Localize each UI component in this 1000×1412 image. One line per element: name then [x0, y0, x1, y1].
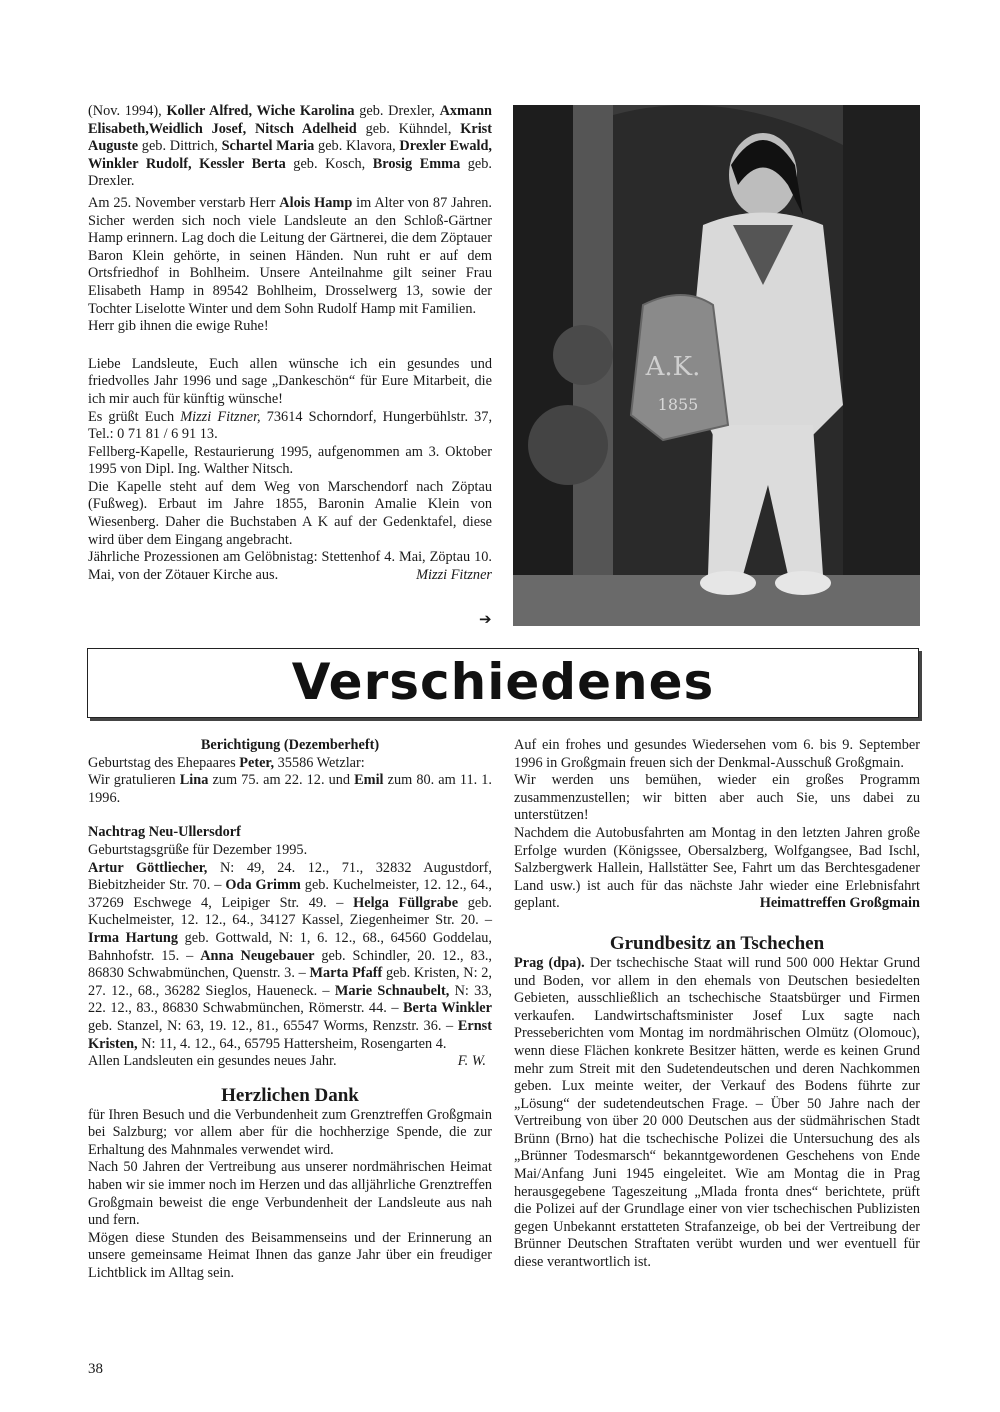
name: Alois Hamp: [279, 194, 353, 211]
text: geb. Kuchelmeister, 12. 12., 64., 34127 Kassel, Ziegenheimer Str. 20. –: [88, 894, 492, 929]
paragraph-peter: [88, 755, 492, 773]
paragraph-grundbesitz: [514, 955, 920, 1272]
text: Geburtstag des Ehepaares: [88, 754, 240, 771]
paragraph-geburtstagsgruesse: Geburtstagsgrüße für Dezember 1995.: [88, 841, 308, 858]
name: Anna Neugebauer: [200, 947, 315, 964]
paragraph-hamp: [88, 195, 492, 318]
heading-text: Nachtrag Neu-Ullersdorf: [88, 824, 241, 841]
name: Berta Winkler: [403, 1000, 493, 1017]
text: geb. Klavora,: [314, 138, 400, 155]
name: Mizzi Fitzner,: [180, 408, 261, 425]
heading-berichtigung: Berichtigung (Dezemberheft): [200, 737, 380, 753]
paragraph-chapel: Die Kapelle steht auf dem Weg von Marschendorf nach Zöptau (Fußweg). Erbaut im Jahre 1855, Baronin Amalie Klein von Wiesenberg. Daher die Buchstaben A K auf der Gedenktafel, diese wird über dem Eingang angebracht.: [88, 478, 492, 548]
text: geb. Drexler,: [354, 103, 440, 119]
plaque-letters: A.K.: [645, 352, 701, 382]
paragraph-fitzner-address: [88, 409, 492, 444]
top-text-column: [88, 103, 492, 584]
text: 35586 Wetzlar:: [274, 754, 365, 771]
name: Koller Alfred, Wiche Karolina: [166, 103, 355, 119]
section-title: Verschiedenes: [291, 653, 715, 711]
name: Drexler Ewald, Winkler Rudolf, Kessler Berta: [88, 138, 492, 172]
text: geb. Kristen, N: 2, 27. 12., 68., 36282 Sieglos, Haueneck. –: [88, 965, 492, 999]
signature-fitzner: Mizzi Fitzner: [416, 566, 492, 583]
paragraph-birthday-list: [88, 860, 492, 1054]
heading-nachtrag: [88, 824, 492, 842]
text: N: 33, 22. 12., 83., 86830 Schwabmünchen, Römerstr. 44. –: [88, 982, 492, 1017]
photo-illustration: [513, 105, 920, 626]
text: Es grüßt Euch: [88, 408, 181, 425]
signature-fw: F. W.: [457, 1053, 486, 1070]
text: N: 11, 4. 12., 64., 65795 Hattersheim, Rosengarten 4.: [137, 1035, 447, 1052]
name: Ernst Kristen,: [88, 1017, 492, 1052]
paragraph-dank-2: Nach 50 Jahren der Vertreibung aus unserer nordmährischen Heimat haben wir sie immer noch im Herzen und das alljährliche Grenztreffen Großgmain beweist die enge Verbundenheit der Landsleute aus nah und fern.: [88, 1159, 492, 1229]
text: N: 49, 24. 12., 71., 32832 Augustdorf, Biebitzheider Str. 70. –: [88, 859, 493, 894]
name: Irma Hartung: [88, 929, 179, 946]
name: Brosig Emma: [372, 155, 461, 172]
text: Nachdem die Autobusfahrten am Montag in den letzten Jahren große Erfolge wurden (Königssee, Obersalzberg, Wolfgangsee, Bad Ischl, Salzbergwerk Hallein, Hallstätter See, Fahrt um das Berchtesgadener Land usw.) ist auch für das nächste Jahr wieder eine Erlebnisfahrt geplant.: [514, 824, 920, 912]
paragraph-prayer: Herr gib ihnen die ewige Ruhe!: [88, 318, 269, 335]
name: Lina: [179, 772, 209, 789]
page-number: 38: [88, 1361, 103, 1377]
text: geb. Gottwald, N: 1, 6. 12., 68., 64560 Goddelau, Bahnhofstr. 15. –: [88, 929, 493, 964]
right-column: [514, 737, 920, 1272]
heading-herzlichen-dank: Herzlichen Dank: [221, 1084, 359, 1106]
text: im Alter von 87 Jahren. Sicher werden sich noch viele Landsleute an den Schloß-Gärtner Hamp erinnern. Lag doch die Leitung der Gärtnerei, die dem Zöptauer Baron Klein gehörte, in seinen Händen. Nun ruht er auf dem Ortsfriedhof in Bohlheim. Unsere Anteilnahme gilt seiner Frau Elisabeth Hamp in 89542 Bohlheim, Drosselwerg 13, sowie der Tochter Liselotte Winter und dem Sohn Rudolf Hamp mit Familien.: [88, 194, 492, 317]
text: geb. Stanzel, N: 63, 19. 12., 81., 65547 Worms, Renzstr. 36. –: [88, 1017, 458, 1034]
paragraph-greeting: Liebe Landsleute, Euch allen wünsche ich ein gesundes und friedvolles Jahr 1996 und sage „Dankeschön“ für Eure Mitarbeit, die ich mir auch für künftig wünsche!: [88, 355, 492, 407]
paragraph-photo-caption: Fellberg-Kapelle, Restaurierung 1995, aufgenommen am 3. Oktober 1995 von Dipl. Ing. Walther Nitsch.: [88, 443, 492, 478]
name: Schartel Maria: [221, 138, 315, 155]
text: geb. Dittrich,: [138, 138, 222, 155]
name: Helga Füllgrabe: [353, 894, 459, 911]
paragraph-wiedersehen: Auf ein frohes und gesundes Wiedersehen vom 6. bis 9. September 1996 in Großgmain freuen sich der Denkmal-Ausschuß Großgmain.: [514, 737, 920, 771]
name: Marie Schnaubelt,: [334, 982, 450, 999]
name: Marta Pfaff: [309, 965, 383, 982]
text: geb. Kosch,: [285, 155, 373, 172]
paragraph-dank-1: für Ihren Besuch und die Verbundenheit zum Grenztreffen Großgmain bei Salzburg; vor allem aber für die hochherzige Spende, die zur Erhaltung des Mahnmales verwendet wird.: [88, 1106, 492, 1158]
left-column: [88, 737, 492, 1283]
heading-grundbesitz: Grundbesitz an Tschechen: [609, 932, 825, 954]
section-banner: [87, 648, 919, 718]
text: zum 80. am 11. 1. 1996.: [88, 772, 492, 806]
paragraph-programm: Wir werden uns bemühen, wieder ein großes Programm zusammenzustellen; wir bitten aber auch Sie, uns dabei zu unterstützen!: [514, 772, 920, 824]
name: Oda Grimm: [225, 877, 301, 894]
plaque-year: 1855: [657, 395, 699, 414]
name: Axmann Elisabeth,Weidlich Josef, Nitsch Adelheid: [88, 103, 492, 137]
signature-heimattreffen: Heimattreffen Großgmain: [759, 895, 920, 912]
paragraph-new-year: [88, 1053, 492, 1071]
dateline: Prag (dpa).: [514, 954, 585, 971]
continue-arrow-icon: ➔: [479, 610, 492, 628]
paragraph-gratulation: [88, 772, 492, 807]
paragraph-autobus: [514, 825, 920, 913]
name: Krist Auguste: [88, 120, 492, 155]
text: Jährliche Prozessionen am Gelöbnistag: Stettenhof 4. Mai, Zöptau 10. Mai, von der Zötauer Kirche aus.: [88, 549, 492, 583]
paragraph-dank-3: Mögen diese Stunden des Beisammenseins und der Erinnerung an unsere gemeinsame Heimat Ihnen das ganze Jahr über ein freudiger Lichtblick im Alltag sein.: [88, 1229, 492, 1282]
name: Emil: [354, 772, 384, 789]
text: zum 75. am 22. 12. und: [208, 772, 355, 789]
text: Allen Landsleuten ein gesundes neues Jahr.: [88, 1053, 337, 1070]
text: Wir gratulieren: [88, 772, 180, 789]
text: (Nov. 1994),: [88, 103, 167, 119]
chapel-photo: [513, 105, 920, 626]
text: Am 25. November verstarb Herr: [88, 194, 280, 211]
text: Der tschechische Staat will rund 500 000 Hektar Grund und Boden, vor allem in den ehemals von Deutschen besiedelten Gebieten, ausschließlich an tschechische Staatsbürger und Firmen verkaufen. Landwirtschaftsminister Josef Lux sagte nach Presseberichten vom Montag im nordmährischen Olmütz (Olomouc), wenn diese Flächen konkrete Besitzer hätten, werde es keinen Grund mehr zum Streit mit den Sudetendeutschen und deren Nachkommen geben. Lux meinte weiter, der Verkauf des Bodens führte zur „Lösung“ der sudetendeutschen Frage. – Über 50 Jahre nach der Vertreibung von über 20 000 Deutschen aus der südmährischen Stadt Brünn (Brno) hat die tschechische Polizei die Untersuchung des als „Brünner Todesmarsch“ bekanntgewordenen Geschehens von Ende Mai/Anfang Juni 1945 eingeleitet. Wie am Montag die in Prag herausgegebene Tageszeitung „Mlada fronta dnes“ berichtete, prüft die Polizei auf der Grundlage einer von vier tschechischen Publizisten gegen Unbekannt erstatteten Strafanzeige, ob bei der Vertreibung der Brünner Deutschen Straftaten verübt wurden und wer eventuell für diese verantwortlich ist.: [514, 954, 920, 1271]
name: Peter,: [239, 754, 275, 771]
name: Artur Göttliecher,: [88, 859, 208, 876]
paragraph-processions: [88, 549, 492, 584]
text: geb. Kühndel,: [356, 120, 461, 137]
text: geb. Schindler, 20. 12., 83., 86830 Schwabmünchen, Quenstr. 3. –: [88, 947, 492, 982]
text: 73614 Schorndorf, Hungerbühlstr. 37, Tel.: 0 71 81 / 6 91 13.: [88, 408, 493, 443]
text: geb. Drexler.: [88, 155, 492, 190]
text: geb. Kuchelmeister, 12. 12., 64., 37269 Eschwege 4, Leipiger Str. 49. –: [88, 877, 492, 911]
paragraph-deaths-list: [88, 103, 492, 191]
